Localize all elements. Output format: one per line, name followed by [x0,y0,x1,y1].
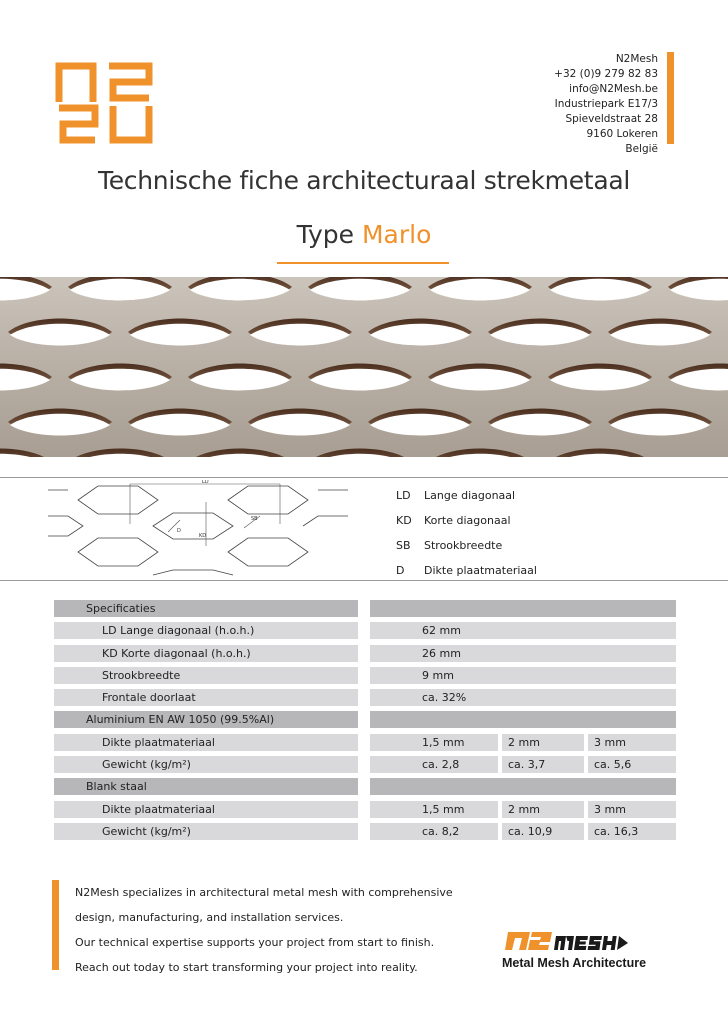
subtitle-type-name: Marlo [361,220,432,249]
diagram-d-label: D [177,528,181,534]
table-section-row [54,778,676,795]
alu-header-value [370,711,676,728]
diagram-sb-label: SB [251,516,258,522]
mesh-photo [0,277,728,457]
row-value: ca. 5,6 [588,756,676,773]
row-value: 3 mm [588,734,676,751]
table-row [54,801,676,818]
row-value: 26 mm [370,645,676,662]
legend-code: D [396,564,405,577]
row-value: ca. 8,2 [370,823,498,840]
legend-desc: Lange diagonaal [424,489,516,502]
footer-text [75,880,453,980]
n2mesh-logo-icon [500,928,660,972]
legend-code: SB [396,539,411,552]
legend-code: LD [396,489,411,502]
contact-accent-bar [667,52,674,144]
spec-header: Specificaties [54,600,358,617]
row-value: ca. 2,8 [370,756,498,773]
table-row [54,689,676,706]
alu-header: Aluminium EN AW 1050 (99.5%Al) [54,711,358,728]
legend-row-kd [396,508,537,533]
row-value: ca. 10,9 [502,823,584,840]
table-section-row [54,711,676,728]
n2u-logo-icon [55,62,153,144]
address-line-1: Industriepark E17/3 [554,98,658,110]
row-label: KD Korte diagonaal (h.o.h.) [54,645,358,662]
row-label: Gewicht (kg/m²) [54,823,358,840]
spec-header-value [370,600,676,617]
page-title: Technische fiche architecturaal strekmetaal [98,166,630,195]
footer-accent-bar [52,880,59,970]
legend-row-sb [396,533,537,558]
page-subtitle [0,220,728,249]
spec-table [54,600,676,845]
steel-header-value [370,778,676,795]
row-value: 3 mm [588,801,676,818]
diagram-kd-label: KD [199,533,207,539]
row-value: ca. 3,7 [502,756,584,773]
legend-desc: Strookbreedte [424,539,503,552]
row-label: LD Lange diagonaal (h.o.h.) [54,622,358,639]
table-row [54,622,676,639]
row-value: 1,5 mm [370,734,498,751]
phone-number[interactable]: +32 (0)9 279 82 83 [554,68,658,80]
table-row [54,734,676,751]
legend-desc: Korte diagonaal [424,514,511,527]
row-label: Dikte plaatmateriaal [54,734,358,751]
legend-code: KD [396,514,412,527]
footer-line: design, manufacturing, and installation services. [75,911,344,924]
footer-line: N2Mesh specializes in architectural metal mesh with comprehensive [75,886,453,899]
brand-tagline: Metal Mesh Architecture [502,956,647,970]
legend-desc: Dikte plaatmateriaal [424,564,537,577]
subtitle-underline [277,262,449,264]
address-city: 9160 Lokeren [586,128,658,140]
table-header-row [54,600,676,617]
row-value: 2 mm [502,801,584,818]
row-value: 2 mm [502,734,584,751]
address-line-2: Spieveldstraat 28 [565,113,658,125]
row-value: 9 mm [370,667,676,684]
table-row [54,823,676,840]
row-value: 62 mm [370,622,676,639]
legend-row-d [396,558,537,583]
footer-line: Our technical expertise supports your project from start to finish. [75,936,435,949]
contact-block [458,52,658,157]
row-label: Dikte plaatmateriaal [54,801,358,818]
steel-header: Blank staal [54,778,358,795]
diagram-ld-label: LD [202,480,209,485]
address-country: België [625,143,658,155]
row-value: 1,5 mm [370,801,498,818]
company-name: N2Mesh [615,53,658,65]
table-row [54,667,676,684]
row-label: Strookbreedte [54,667,358,684]
diagram-legend [396,483,537,583]
footer-line: Reach out today to start transforming your project into reality. [75,961,418,974]
email-link[interactable]: info@N2Mesh.be [569,83,658,95]
row-label: Frontale doorlaat [54,689,358,706]
row-value: ca. 16,3 [588,823,676,840]
row-label: Gewicht (kg/m²) [54,756,358,773]
mesh-dimension-diagram [48,480,348,580]
subtitle-prefix: Type [296,220,362,249]
legend-row-ld [396,483,537,508]
table-row [54,645,676,662]
row-value: ca. 32% [370,689,676,706]
table-row [54,756,676,773]
